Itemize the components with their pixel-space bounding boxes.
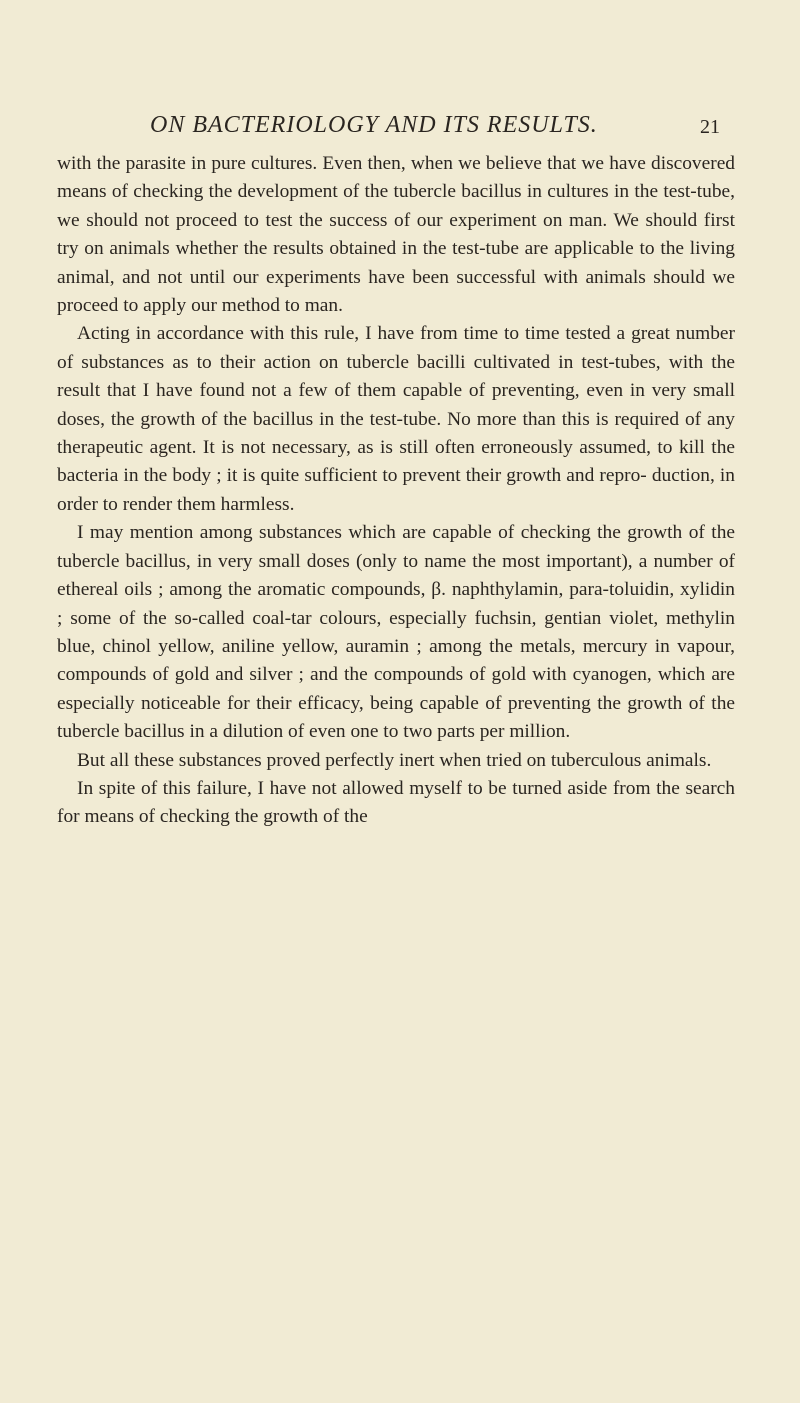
paragraph: with the parasite in pure cultures. Even then, when we believe that we have discovered means of checking the development of the tubercle bacillus in cultures in the test-tube, we should not proceed to test the success of our experiment on man. We should first try on animals whether the results obtained in the test-tube are applicable to the living animal, and not until our experiments have been successful with animals should we proceed to apply our method to man. xyxy=(57,153,735,317)
body-text xyxy=(57,150,735,832)
paragraph: Acting in accordance with this rule, I have from time to time tested a great number of substances as to their action on tubercle bacilli cultivated in test-tubes, with the result that I have found not a few of them capable of preventing, even in very small doses, the growth of the bacillus in the test-tube. No more than this is required of any therapeutic agent. It is not necessary, as is still often erroneously assumed, to kill the bacteria in the body ; it is quite sufficient to prevent their growth and repro- duction, in order to render them harmless. xyxy=(57,323,735,515)
paragraph: In spite of this failure, I have not allowed myself to be turned aside from the search for means of checking the growth of the xyxy=(57,777,735,828)
running-title: ON BACTERIOLOGY AND ITS RESULTS. xyxy=(150,112,598,138)
paragraph: I may mention among substances which are capable of checking the growth of the tubercle bacillus, in very small doses (only to name the most important), a number of ethereal oils ; among the aromatic compounds, β. naphthylamin, para-toluidin, xylidin ; some of the so-called coal-tar colours, especially fuchsin, gentian violet, methylin blue, chinol yellow, aniline yellow, auramin ; among the metals, mercury in vapour, compounds of gold and silver ; and the compounds of gold with cyanogen, which are especially noticeable for their efficacy, being capable of preventing the growth of the tubercle bacillus in a dilution of even one to two parts per million. xyxy=(57,522,735,743)
paragraph: But all these substances proved perfectly inert when tried on tuberculous animals. xyxy=(77,749,712,771)
page-number: 21 xyxy=(700,116,720,138)
running-head xyxy=(0,112,800,152)
